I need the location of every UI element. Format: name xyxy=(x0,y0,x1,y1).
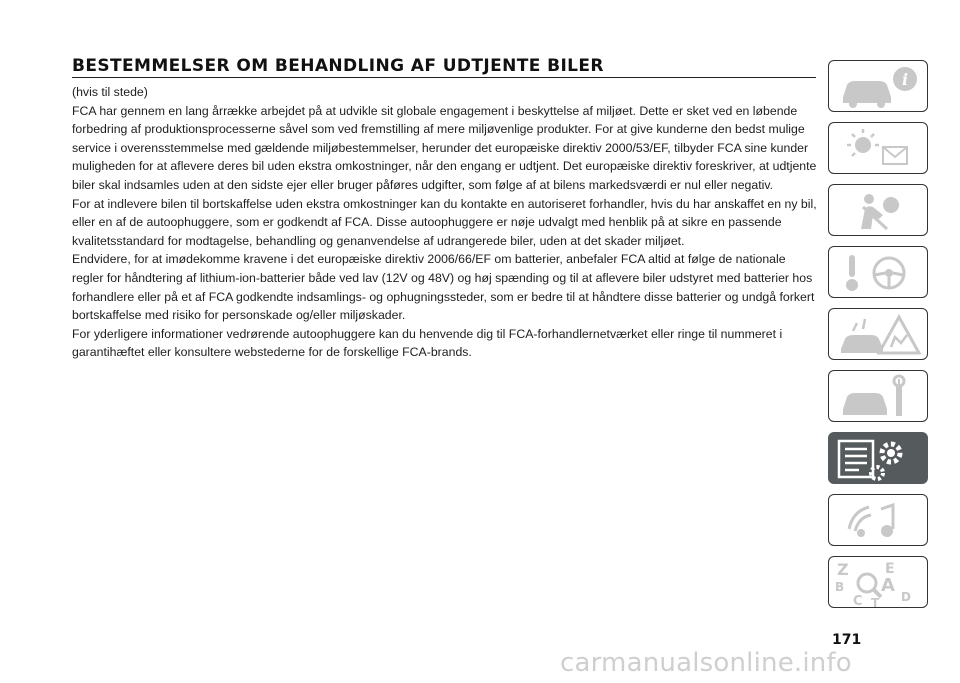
svg-text:D: D xyxy=(901,590,911,604)
car-info-icon xyxy=(829,61,929,113)
tab-maintenance[interactable] xyxy=(828,370,928,422)
svg-text:E: E xyxy=(885,561,895,577)
tab-safety[interactable] xyxy=(828,184,928,236)
technical-data-icon xyxy=(829,433,929,485)
svg-text:T: T xyxy=(871,596,880,609)
svg-text:B: B xyxy=(835,580,845,594)
body-text xyxy=(72,83,820,362)
tab-emergency[interactable] xyxy=(828,308,928,360)
svg-text:A: A xyxy=(881,575,895,596)
safety-airbag-icon xyxy=(829,185,929,237)
paragraph-note: (hvis til stede) xyxy=(72,85,148,99)
maintenance-icon xyxy=(829,371,929,423)
svg-text:i: i xyxy=(901,70,909,89)
tab-starting-driving[interactable] xyxy=(828,246,928,298)
tab-multimedia[interactable] xyxy=(828,494,928,546)
paragraph: Endvidere, for at imødekomme kravene i det europæiske direktiv 2006/66/EF om batterier, anbefaler FCA altid at følge de nationale regler for håndtering af lithium-ion-batterier både ved lav (12V og 48V) og høj spænding og til at aflevere biler udstyret med batterier hos forhandlere eller på et af FCA godkendte indsamlings- og ophugningssteder, som er bedre til at håndtere disse batterier og undgå forkert bortskaffelse med risiko for personskade og/eller miljøskader. xyxy=(72,252,815,323)
page-number: 171 xyxy=(832,632,862,648)
paragraph: For at indlevere bilen til bortskaffelse uden ekstra omkostninger kan du kontakte en autoriseret forhandler, hvis du har anskaffet en ny bil, eller en af de autoophuggere, som er godkendt af FCA. Disse autoophuggere er nøje udvalgt med henblik på at sikre en passende kvalitetsstandard for modtagelse, behandling og genanvendelse af udrangerede biler, uden at det skader miljøet. xyxy=(72,196,817,248)
tab-index[interactable] xyxy=(828,556,928,608)
title-rule xyxy=(72,77,816,78)
tab-car-info[interactable] xyxy=(828,60,928,112)
steering-key-icon xyxy=(829,247,929,299)
multimedia-icon xyxy=(829,495,929,547)
svg-text:Z: Z xyxy=(837,560,849,579)
warning-lights-icon xyxy=(829,123,929,175)
svg-text:C: C xyxy=(853,594,863,609)
index-letters-icon xyxy=(829,557,929,609)
paragraph: For yderligere informationer vedrørende autoophuggere kan du henvende dig til FCA-forhandlernetværket eller ringe til nummeret i garantihæftet eller konsultere webstederne for de forskellige FCA-brands. xyxy=(72,326,783,360)
emergency-warning-icon xyxy=(829,309,929,361)
watermark: carmanualsonline.info xyxy=(560,648,852,678)
paragraph: FCA har gennem en lang årrække arbejdet på at udvikle sit globale engagement i beskyttelse af miljøet. Dette er sket ved en løbende forbedring af produktionsprocesserne såvel som ved fremstilling af mere miljøvenlige produkter. For at give kunderne den bedst mulige service i overensstemmelse med gældende miljøbestemmelser, herunder det europæiske direktiv 2000/53/EF, tilbyder FCA sine kunder muligheden for at aflevere deres bil uden ekstra omkostninger, når den engang er udtjent. Det europæiske direktiv foreskriver, at udtjente biler skal indsamles uden at den sidste ejer eller bruger påføres udgifter, som følge af at bilens markedsværdi er nul eller negativ. xyxy=(72,103,817,192)
tab-technical-data[interactable] xyxy=(828,432,928,484)
page-title: BESTEMMELSER OM BEHANDLING AF UDTJENTE BILER xyxy=(72,56,604,76)
tab-warning-lights[interactable] xyxy=(828,122,928,174)
